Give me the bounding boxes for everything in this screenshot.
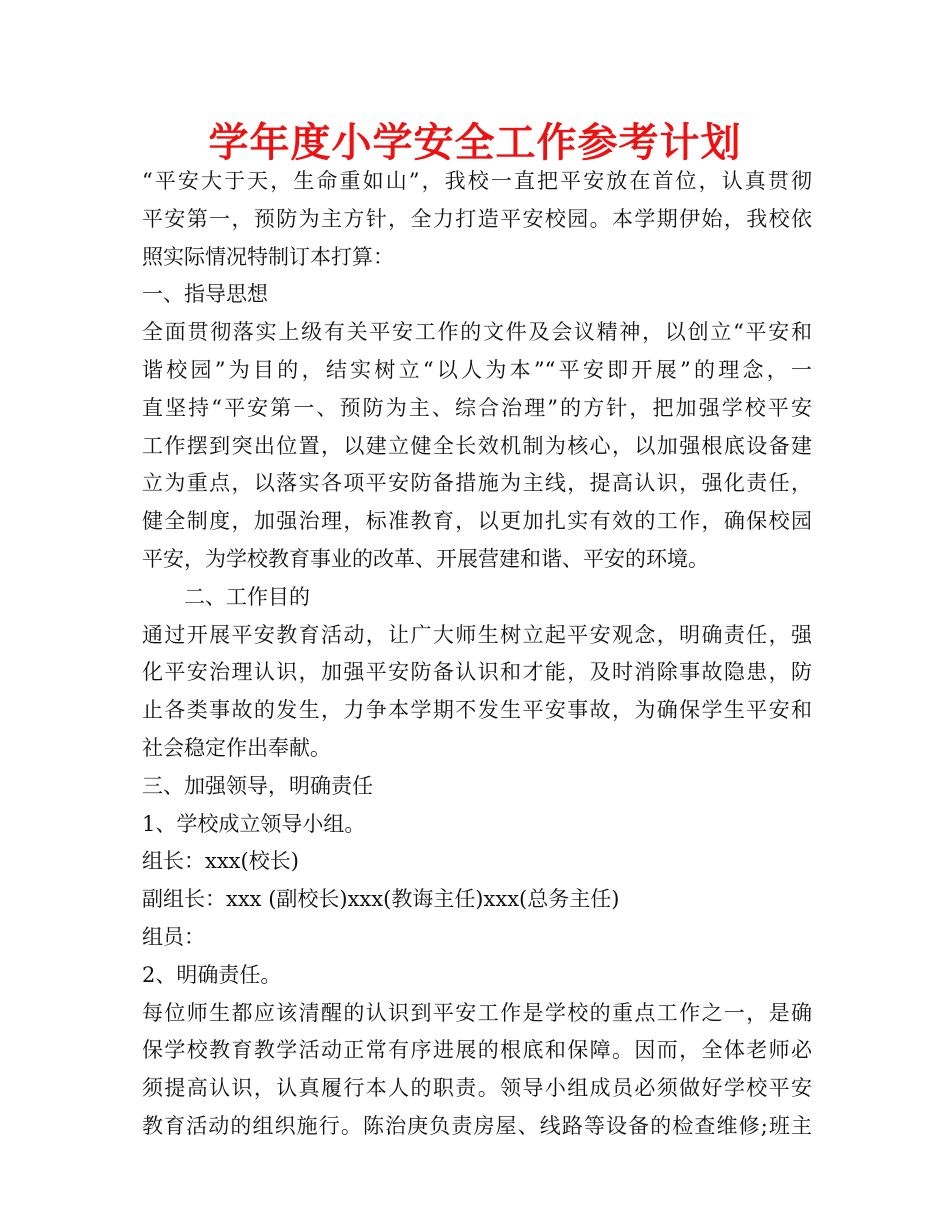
paragraph-line: 立为重点，以落实各项平安防备措施为主线，提高认识，强化责任， — [142, 471, 812, 496]
paragraph-line: 通过开展平安教育活动，让广大师生树立起平安观念，明确责任，强 — [142, 622, 812, 647]
paragraph-line: 教育活动的组织施行。陈治庚负责房屋、线路等设备的检查维修;班主 — [142, 1113, 812, 1138]
list-item: 1、学校成立领导小组。 — [142, 811, 366, 836]
list-item: 2、明确责任。 — [142, 962, 282, 987]
paragraph-line: 平安，为学校教育事业的改革、开展营建和谐、平安的环境。 — [142, 546, 709, 571]
paragraph-line: 照实际情况特制订本打算： — [142, 244, 394, 269]
list-item: 副组长：xxx (副校长)xxx(教诲主任)xxx(总务主任) — [142, 887, 620, 912]
paragraph-line: 谐校园”为目的，结实树立“以人为本”“平安即开展”的理念，一 — [142, 357, 812, 382]
paragraph-line: 健全制度，加强治理，标准教育，以更加扎实有效的工作，确保校园 — [142, 509, 812, 534]
section-heading: 二、工作目的 — [184, 584, 310, 609]
paragraph-line: 平安第一，预防为主方针，全力打造平安校园。本学期伊始，我校依 — [142, 206, 812, 231]
paragraph-line: 每位师生都应该清醒的认识到平安工作是学校的重点工作之一，是确 — [142, 1000, 812, 1025]
paragraph-line: 直坚持“平安第一、预防为主、综合治理”的方针，把加强学校平安 — [142, 395, 812, 420]
list-item: 组员： — [142, 924, 205, 949]
paragraph-line: 须提高认识，认真履行本人的职责。领导小组成员必须做好学校平安 — [142, 1076, 812, 1101]
paragraph-line: 止各类事故的发生，力争本学期不发生平安事故，为确保学生平安和 — [142, 698, 812, 723]
paragraph-line: 化平安治理认识，加强平安防备认识和才能，及时消除事故隐患，防 — [142, 660, 812, 685]
paragraph-line: 保学校教育教学活动正常有序进展的根底和保障。因而，全体老师必 — [142, 1038, 812, 1063]
paragraph-line: 全面贯彻落实上级有关平安工作的文件及会议精神，以创立“平安和 — [142, 320, 812, 345]
paragraph-line: “平安大于天，生命重如山”，我校一直把平安放在首位，认真贯彻 — [142, 169, 812, 193]
document-title: 学年度小学安全工作参考计划 — [208, 120, 742, 166]
list-item: 组长：xxx(校长) — [142, 849, 299, 874]
paragraph-line: 社会稳定作出奉献。 — [142, 735, 331, 760]
document-body — [142, 163, 812, 1146]
section-heading: 三、加强领导，明确责任 — [142, 773, 373, 798]
section-heading: 一、指导思想 — [142, 282, 268, 307]
paragraph-line: 工作摆到突出位置，以建立健全长效机制为核心，以加强根底设备建 — [142, 433, 812, 458]
